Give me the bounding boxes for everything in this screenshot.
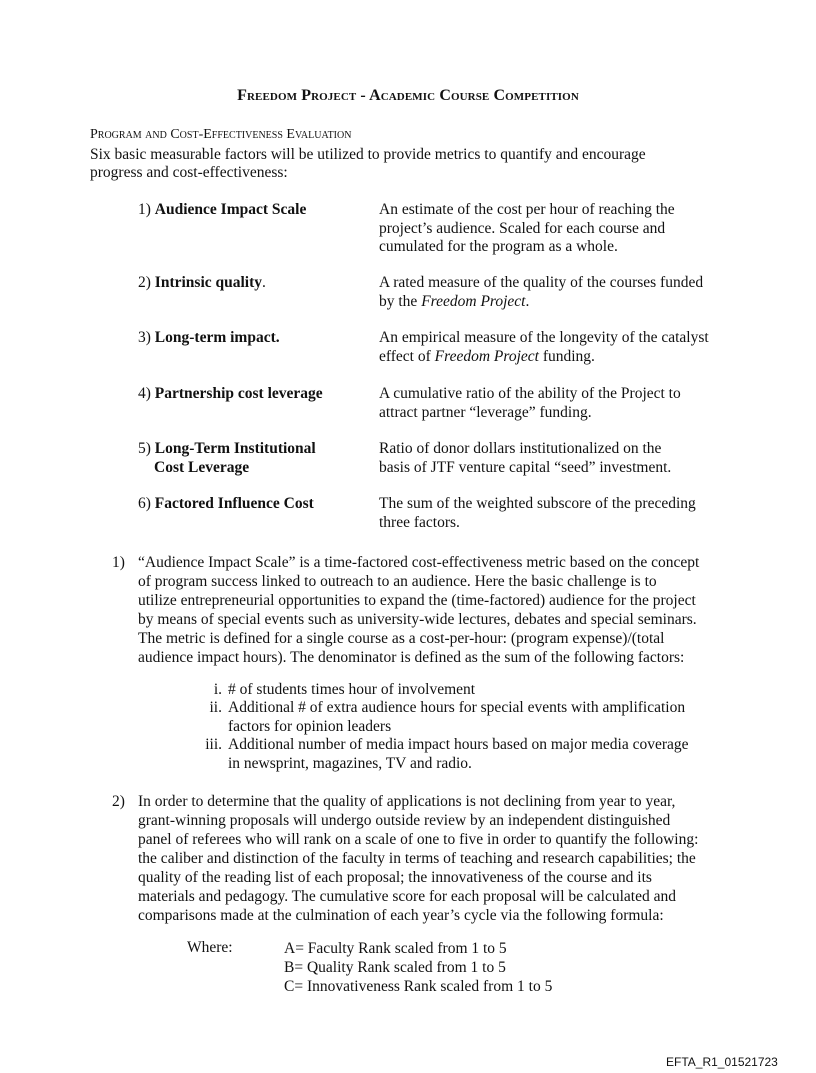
title-word: ourse [450, 87, 490, 104]
paragraph-text: In order to determine that the quality of applications is not declining from year to year, grant-winning proposals will undergo outside review by an independent distinguished panel of referees who will rank on a scale of one to five in order to quantify the following: the caliber and distinction of the faculty in terms of teaching and research capabilities; the quality of the reading list of each proposal; the innovativeness of the course and its materials and pedagogy. The cumulative score for each proposal will be calculated and comparisons made at the culmination of each year’s cycle via the following formula: [138, 793, 699, 924]
title-letter: P [301, 87, 312, 104]
intro-line: Six basic measurable factors will be utilized to provide metrics to quantify and encourage [90, 146, 646, 163]
title-word: reedom [247, 87, 298, 104]
document-title [0, 87, 816, 105]
factor-description: Ratio of donor dollars institutionalized on the basis of JTF venture capital “seed” investment. [379, 440, 672, 476]
title-letter: C [439, 87, 451, 104]
factor-name: 3) Long-term impact. [138, 329, 280, 346]
where-item: B= Quality Rank scaled from 1 to 5 [284, 959, 506, 976]
paragraph-text: “Audience Impact Scale” is a time-factored cost-effectiveness metric based on the concept of program success linked to outreach to an audience. Here the basic challenge is to utilize entrepreneurial opportunities to expand the (time-factored) audience for the project by means of special events such as university-wide lectures, debates and special seminars. The metric is defined for a single course as a cost-per-hour: (program expense)/(total audience impact hours). The denominator is defined as the sum of the following factors: [138, 554, 700, 666]
factor-description: A cumulative ratio of the ability of the Project to attract partner “leverage” funding. [379, 385, 681, 421]
paragraph-number: 1) [112, 554, 125, 571]
intro-paragraph [90, 146, 710, 182]
factor-description: An empirical measure of the longevity of the catalyst effect of Freedom Project funding. [379, 329, 709, 365]
factor-description: The sum of the weighted subscore of the preceding three factors. [379, 495, 696, 531]
title-word: cademic [380, 87, 436, 104]
section-heading: Program and Cost-Effectiveness Evaluation [90, 127, 352, 142]
paragraph-number: 2) [112, 793, 125, 810]
factor-name: 4) Partnership cost leverage [138, 385, 323, 402]
where-item: C= Innovativeness Rank scaled from 1 to 5 [284, 978, 553, 995]
factor-name: 6) Factored Influence Cost [138, 495, 314, 512]
title-separator: - [356, 87, 370, 104]
where-label: Where: [187, 939, 233, 956]
factor-description: A rated measure of the quality of the courses funded by the Freedom Project. [379, 274, 704, 310]
factor-name: 1) Audience Impact Scale [138, 201, 307, 218]
factor-description: An estimate of the cost per hour of reaching the project’s audience. Scaled for each course and cumulated for the program as a whole. [379, 201, 675, 255]
document-id-footer: EFTA_R1_01521723 [666, 1055, 778, 1069]
where-item: A= Faculty Rank scaled from 1 to 5 [284, 940, 507, 957]
title-word: ompetition [505, 87, 579, 104]
title-letter: F [237, 87, 247, 104]
title-letter: C [493, 87, 506, 104]
where-list [284, 939, 552, 996]
intro-line: progress and cost-effectiveness: [90, 164, 288, 181]
title-word: roject [311, 87, 357, 104]
factor-name: 5) Long-Term Institutional Cost Leverage [138, 440, 316, 476]
factor-name: 2) Intrinsic quality. [138, 274, 266, 291]
title-letter: A [369, 87, 381, 104]
